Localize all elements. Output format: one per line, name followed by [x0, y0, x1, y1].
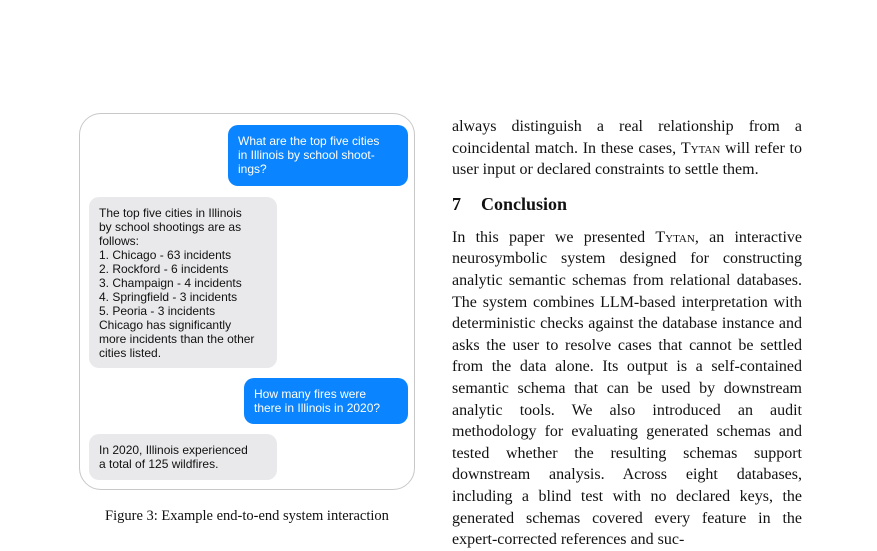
- paragraph-text: will refer to user input or declared constraints to settle them.: [452, 139, 802, 179]
- user-message-bubble: How many fires were there in Illinois in 2020?: [244, 378, 408, 424]
- assistant-message-bubble: The top five cities in Illinois by school shootings are as follows: 1. Chicago - 63 incidents 2. Rockford - 6 incidents 3. Champaign - 4 incidents 4. Springfield - 3 incidents 5. Peoria - 3 incidents Chicago has significantly more incidents than the other cities listed.: [89, 197, 277, 368]
- paragraph-text: always distinguish a real relationship from a coincidental match. In these cases,: [452, 118, 802, 157]
- user-message-bubble: What are the top five cities in Illinois by school shoot- ings?: [228, 125, 408, 186]
- section-title: Conclusion: [481, 193, 568, 214]
- section-number: 7: [452, 193, 461, 214]
- text-column: [452, 116, 802, 551]
- section-heading: [452, 192, 802, 216]
- paragraph: [452, 116, 802, 181]
- assistant-message-bubble: In 2020, Illinois experienced a total of 125 wildfires.: [89, 434, 277, 480]
- figure-caption: Figure 3: Example end-to-end system interaction: [105, 508, 389, 524]
- system-name: Tytan: [680, 139, 721, 157]
- system-name: Tytan: [655, 228, 695, 246]
- paragraph-text: , an interactive neurosymbolic system designed for constructing analytic semantic schemas from relational databases. The system combines LLM-based interpretation with deterministic checks against the database instance and asks the user to resolve cases that cannot be settled from the data alone. Its output is a self-contained semantic schema that can be used by downstream analytic tools. We also introduced an audit methodology for evaluating generated schemas and tested whether the resulting schemas support downstream analysis. Across eight databases, including a blind test with no declared keys, the generated schemas covered every feature in the expert-corrected references and suc-: [452, 228, 802, 549]
- chat-figure: [79, 113, 415, 490]
- paragraph-text: In this paper we presented: [452, 228, 656, 246]
- paragraph: [452, 227, 802, 551]
